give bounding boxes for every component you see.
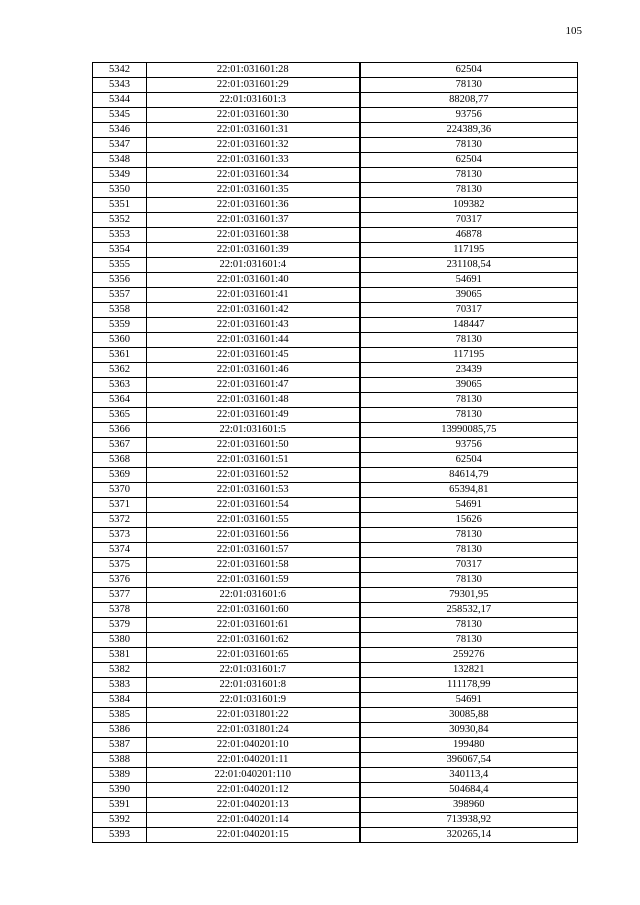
table-row	[93, 168, 578, 183]
table-row	[93, 288, 578, 303]
value-cell: 504684,4	[360, 783, 578, 798]
cadastral-number-cell: 22:01:031601:41	[147, 288, 360, 303]
row-number-cell: 5355	[93, 258, 147, 273]
value-cell: 93756	[360, 438, 578, 453]
row-number-cell: 5374	[93, 543, 147, 558]
value-cell: 39065	[360, 288, 578, 303]
cadastral-number-cell: 22:01:031601:7	[147, 663, 360, 678]
table-row	[93, 753, 578, 768]
cadastral-number-cell: 22:01:031601:47	[147, 378, 360, 393]
row-number-cell: 5368	[93, 453, 147, 468]
value-cell: 84614,79	[360, 468, 578, 483]
cadastral-number-cell: 22:01:031801:22	[147, 708, 360, 723]
value-cell: 117195	[360, 243, 578, 258]
cadastral-number-cell: 22:01:031601:57	[147, 543, 360, 558]
value-cell: 396067,54	[360, 753, 578, 768]
cadastral-number-cell: 22:01:031601:55	[147, 513, 360, 528]
row-number-cell: 5352	[93, 213, 147, 228]
row-number-cell: 5363	[93, 378, 147, 393]
value-cell: 70317	[360, 303, 578, 318]
cadastral-number-cell: 22:01:031601:3	[147, 93, 360, 108]
row-number-cell: 5350	[93, 183, 147, 198]
row-number-cell: 5356	[93, 273, 147, 288]
row-number-cell: 5360	[93, 333, 147, 348]
row-number-cell: 5353	[93, 228, 147, 243]
value-cell: 54691	[360, 693, 578, 708]
value-cell: 62504	[360, 63, 578, 78]
value-cell: 78130	[360, 183, 578, 198]
table-row	[93, 198, 578, 213]
row-number-cell: 5381	[93, 648, 147, 663]
value-cell: 148447	[360, 318, 578, 333]
value-cell: 78130	[360, 168, 578, 183]
cadastral-number-cell: 22:01:031601:43	[147, 318, 360, 333]
row-number-cell: 5347	[93, 138, 147, 153]
table-row	[93, 273, 578, 288]
value-cell: 320265,14	[360, 828, 578, 843]
row-number-cell: 5385	[93, 708, 147, 723]
table-row	[93, 348, 578, 363]
cadastral-number-cell: 22:01:031601:58	[147, 558, 360, 573]
value-cell: 258532,17	[360, 603, 578, 618]
table-row	[93, 393, 578, 408]
table-row	[93, 333, 578, 348]
row-number-cell: 5372	[93, 513, 147, 528]
row-number-cell: 5366	[93, 423, 147, 438]
cadastral-number-cell: 22:01:031601:28	[147, 63, 360, 78]
value-cell: 23439	[360, 363, 578, 378]
table-row	[93, 123, 578, 138]
value-cell: 13990085,75	[360, 423, 578, 438]
value-cell: 93756	[360, 108, 578, 123]
table-row	[93, 663, 578, 678]
value-cell: 111178,99	[360, 678, 578, 693]
row-number-cell: 5391	[93, 798, 147, 813]
cadastral-number-cell: 22:01:031601:36	[147, 198, 360, 213]
table-row	[93, 693, 578, 708]
page-number: 105	[565, 25, 582, 37]
cadastral-number-cell: 22:01:031601:6	[147, 588, 360, 603]
value-cell: 224389,36	[360, 123, 578, 138]
row-number-cell: 5342	[93, 63, 147, 78]
cadastral-number-cell: 22:01:031601:42	[147, 303, 360, 318]
row-number-cell: 5348	[93, 153, 147, 168]
value-cell: 78130	[360, 618, 578, 633]
cadastral-number-cell: 22:01:031601:59	[147, 573, 360, 588]
table-row	[93, 438, 578, 453]
cadastral-number-cell: 22:01:040201:14	[147, 813, 360, 828]
cadastral-number-cell: 22:01:031601:30	[147, 108, 360, 123]
cadastral-number-cell: 22:01:031601:51	[147, 453, 360, 468]
table-row	[93, 738, 578, 753]
table-row	[93, 228, 578, 243]
table-row	[93, 408, 578, 423]
table-row	[93, 318, 578, 333]
table-row	[93, 213, 578, 228]
table-row	[93, 513, 578, 528]
table-row	[93, 723, 578, 738]
cadastral-number-cell: 22:01:031601:53	[147, 483, 360, 498]
row-number-cell: 5389	[93, 768, 147, 783]
row-number-cell: 5364	[93, 393, 147, 408]
table-row	[93, 813, 578, 828]
row-number-cell: 5370	[93, 483, 147, 498]
cadastral-number-cell: 22:01:031601:34	[147, 168, 360, 183]
table-row	[93, 768, 578, 783]
row-number-cell: 5349	[93, 168, 147, 183]
row-number-cell: 5351	[93, 198, 147, 213]
value-cell: 78130	[360, 138, 578, 153]
value-cell: 259276	[360, 648, 578, 663]
cadastral-number-cell: 22:01:040201:13	[147, 798, 360, 813]
value-cell: 132821	[360, 663, 578, 678]
cadastral-number-cell: 22:01:031601:37	[147, 213, 360, 228]
cadastral-number-cell: 22:01:031601:8	[147, 678, 360, 693]
row-number-cell: 5358	[93, 303, 147, 318]
table-row	[93, 183, 578, 198]
cadastral-number-cell: 22:01:031601:46	[147, 363, 360, 378]
cadastral-number-cell: 22:01:031601:31	[147, 123, 360, 138]
row-number-cell: 5361	[93, 348, 147, 363]
row-number-cell: 5393	[93, 828, 147, 843]
value-cell: 30930,84	[360, 723, 578, 738]
value-cell: 46878	[360, 228, 578, 243]
value-cell: 62504	[360, 453, 578, 468]
row-number-cell: 5357	[93, 288, 147, 303]
value-cell: 78130	[360, 528, 578, 543]
value-cell: 70317	[360, 213, 578, 228]
cadastral-number-cell: 22:01:040201:11	[147, 753, 360, 768]
table-row	[93, 63, 578, 78]
value-cell: 88208,77	[360, 93, 578, 108]
table-row	[93, 558, 578, 573]
cadastral-number-cell: 22:01:031601:40	[147, 273, 360, 288]
table-row	[93, 708, 578, 723]
table-row	[93, 588, 578, 603]
cadastral-number-cell: 22:01:040201:110	[147, 768, 360, 783]
row-number-cell: 5387	[93, 738, 147, 753]
row-number-cell: 5346	[93, 123, 147, 138]
row-number-cell: 5369	[93, 468, 147, 483]
table-row	[93, 93, 578, 108]
row-number-cell: 5362	[93, 363, 147, 378]
row-number-cell: 5390	[93, 783, 147, 798]
row-number-cell: 5380	[93, 633, 147, 648]
value-cell: 109382	[360, 198, 578, 213]
row-number-cell: 5354	[93, 243, 147, 258]
cadastral-number-cell: 22:01:031601:4	[147, 258, 360, 273]
cadastral-number-cell: 22:01:031601:29	[147, 78, 360, 93]
value-cell: 78130	[360, 408, 578, 423]
cadastral-number-cell: 22:01:031601:56	[147, 528, 360, 543]
value-cell: 199480	[360, 738, 578, 753]
row-number-cell: 5382	[93, 663, 147, 678]
data-table	[92, 62, 578, 843]
cadastral-number-cell: 22:01:031601:52	[147, 468, 360, 483]
row-number-cell: 5378	[93, 603, 147, 618]
cadastral-number-cell: 22:01:031601:49	[147, 408, 360, 423]
cadastral-number-cell: 22:01:031601:38	[147, 228, 360, 243]
row-number-cell: 5365	[93, 408, 147, 423]
row-number-cell: 5383	[93, 678, 147, 693]
row-number-cell: 5384	[93, 693, 147, 708]
row-number-cell: 5392	[93, 813, 147, 828]
table-row	[93, 828, 578, 843]
cadastral-number-cell: 22:01:031601:62	[147, 633, 360, 648]
value-cell: 15626	[360, 513, 578, 528]
cadastral-number-cell: 22:01:031601:35	[147, 183, 360, 198]
cadastral-number-cell: 22:01:040201:10	[147, 738, 360, 753]
cadastral-number-cell: 22:01:031801:24	[147, 723, 360, 738]
table-row	[93, 138, 578, 153]
row-number-cell: 5343	[93, 78, 147, 93]
table-row	[93, 483, 578, 498]
row-number-cell: 5376	[93, 573, 147, 588]
table-row	[93, 618, 578, 633]
value-cell: 340113,4	[360, 768, 578, 783]
table-row	[93, 648, 578, 663]
table-row	[93, 468, 578, 483]
table-row	[93, 573, 578, 588]
table-row	[93, 783, 578, 798]
value-cell: 54691	[360, 498, 578, 513]
cadastral-number-cell: 22:01:040201:15	[147, 828, 360, 843]
value-cell: 78130	[360, 573, 578, 588]
cadastral-number-cell: 22:01:031601:32	[147, 138, 360, 153]
value-cell: 65394,81	[360, 483, 578, 498]
value-cell: 78130	[360, 333, 578, 348]
value-cell: 54691	[360, 273, 578, 288]
table-row	[93, 453, 578, 468]
value-cell: 62504	[360, 153, 578, 168]
table-row	[93, 378, 578, 393]
table-row	[93, 798, 578, 813]
table-row	[93, 678, 578, 693]
cadastral-number-cell: 22:01:031601:61	[147, 618, 360, 633]
table-row	[93, 498, 578, 513]
table-row	[93, 78, 578, 93]
table-row	[93, 108, 578, 123]
row-number-cell: 5371	[93, 498, 147, 513]
row-number-cell: 5379	[93, 618, 147, 633]
cadastral-number-cell: 22:01:031601:50	[147, 438, 360, 453]
value-cell: 78130	[360, 393, 578, 408]
table-row	[93, 543, 578, 558]
value-cell: 78130	[360, 78, 578, 93]
cadastral-number-cell: 22:01:031601:9	[147, 693, 360, 708]
table-row	[93, 258, 578, 273]
cadastral-number-cell: 22:01:031601:5	[147, 423, 360, 438]
table-row	[93, 603, 578, 618]
cadastral-number-cell: 22:01:031601:44	[147, 333, 360, 348]
value-cell: 231108,54	[360, 258, 578, 273]
row-number-cell: 5386	[93, 723, 147, 738]
value-cell: 70317	[360, 558, 578, 573]
value-cell: 398960	[360, 798, 578, 813]
table-row	[93, 243, 578, 258]
value-cell: 78130	[360, 633, 578, 648]
table-body	[93, 63, 578, 843]
table-row	[93, 633, 578, 648]
table-row	[93, 363, 578, 378]
table-row	[93, 303, 578, 318]
value-cell: 30085,88	[360, 708, 578, 723]
row-number-cell: 5367	[93, 438, 147, 453]
cadastral-number-cell: 22:01:031601:45	[147, 348, 360, 363]
value-cell: 117195	[360, 348, 578, 363]
value-cell: 39065	[360, 378, 578, 393]
row-number-cell: 5345	[93, 108, 147, 123]
value-cell: 713938,92	[360, 813, 578, 828]
table-row	[93, 528, 578, 543]
row-number-cell: 5388	[93, 753, 147, 768]
value-cell: 79301,95	[360, 588, 578, 603]
table-row	[93, 153, 578, 168]
cadastral-number-cell: 22:01:031601:60	[147, 603, 360, 618]
row-number-cell: 5375	[93, 558, 147, 573]
cadastral-number-cell: 22:01:040201:12	[147, 783, 360, 798]
table-row	[93, 423, 578, 438]
row-number-cell: 5377	[93, 588, 147, 603]
cadastral-number-cell: 22:01:031601:48	[147, 393, 360, 408]
cadastral-number-cell: 22:01:031601:39	[147, 243, 360, 258]
row-number-cell: 5373	[93, 528, 147, 543]
row-number-cell: 5344	[93, 93, 147, 108]
cadastral-number-cell: 22:01:031601:33	[147, 153, 360, 168]
row-number-cell: 5359	[93, 318, 147, 333]
cadastral-number-cell: 22:01:031601:65	[147, 648, 360, 663]
value-cell: 78130	[360, 543, 578, 558]
cadastral-number-cell: 22:01:031601:54	[147, 498, 360, 513]
